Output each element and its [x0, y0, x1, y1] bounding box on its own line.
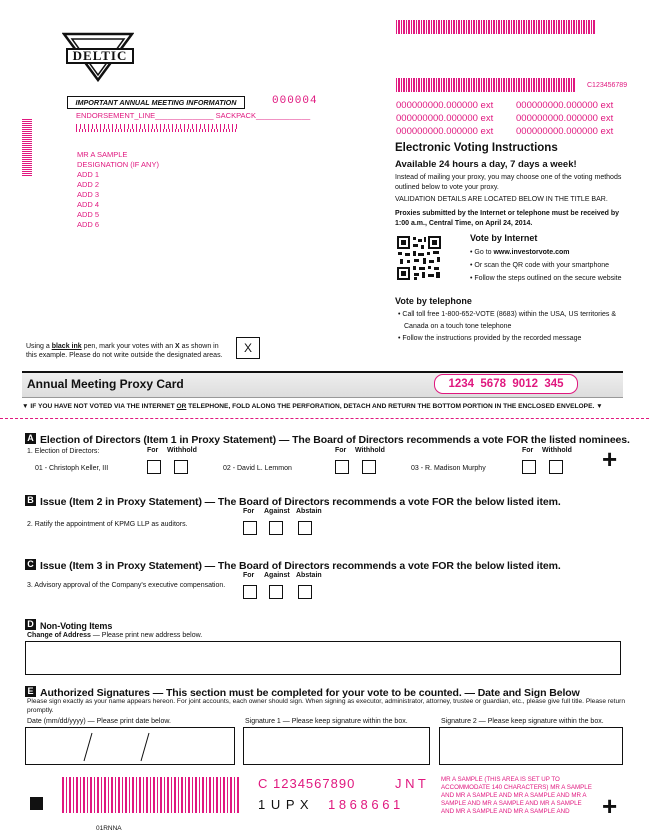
proxy-title: Annual Meeting Proxy Card: [27, 377, 184, 391]
nominee-1-withhold-checkbox[interactable]: [174, 460, 188, 474]
section-letter: A: [25, 433, 36, 444]
pen-text: pen, mark your votes with an: [81, 343, 176, 350]
section-a-title: Election of Directors (Item 1 in Proxy Statement) — The Board of Directors recommends a vote FOR the listed nominees.: [40, 434, 630, 446]
phone-step: • Call toll free 1-800-652-VOTE (8683) within the USA, US territories & Canada on a touch tone telephone: [398, 311, 616, 330]
pen-instructions: [26, 342, 231, 360]
address-line: ADD 5: [77, 210, 100, 219]
item-2-for-checkbox[interactable]: [243, 521, 257, 535]
fold-text: TELEPHONE, FOLD ALONG THE PERFORATION, DETACH AND RETURN THE BOTTOM PORTION IN THE ENCLOSED ENVELOPE.: [186, 403, 595, 410]
address-line: ADD 4: [77, 200, 100, 209]
section-c-title: Issue (Item 3 in Proxy Statement) — The Board of Directors recommends a vote FOR the below listed item.: [40, 560, 561, 572]
side-barcode: [22, 118, 32, 176]
section-letter: D: [25, 619, 36, 630]
signature-1-field[interactable]: [243, 727, 430, 765]
address-line: ADD 1: [77, 170, 100, 179]
voting-intro: Instead of mailing your proxy, you may choose one of the voting methods outlined below to vote your proxy.: [395, 174, 622, 191]
ext-line: 000000000.000000 ext: [516, 100, 614, 111]
form-code: 01RNNA: [96, 825, 122, 832]
col-for: For: [147, 447, 159, 454]
internet-url-link[interactable]: www.investorvote.com: [493, 249, 570, 256]
footer-code-1: C 1234567890: [258, 776, 356, 791]
col-for: For: [335, 447, 347, 454]
footer-barcode: [62, 777, 240, 813]
item-3-text: 3. Advisory approval of the Company's executive compensation.: [27, 582, 226, 589]
footer-square: [30, 797, 43, 810]
logo-text: DELTIC: [66, 48, 134, 64]
section-b-title: Issue (Item 2 in Proxy Statement) — The Board of Directors recommends a vote FOR the below listed item.: [40, 496, 561, 508]
ext-line: 000000000.000000 ext: [396, 113, 494, 124]
section-a-header: [25, 430, 630, 448]
phone-steps: [398, 309, 624, 345]
internet-step-text: Follow the steps outlined on the secure website: [474, 275, 622, 282]
plus-mark-icon: +: [602, 791, 618, 821]
col-withhold: Withhold: [355, 447, 385, 454]
item-3-for-checkbox[interactable]: [243, 585, 257, 599]
top-barcode: [396, 20, 596, 34]
col-against: Against: [264, 508, 290, 515]
address-line: MR A SAMPLE: [77, 150, 128, 159]
internet-step: • Or scan the QR code with your smartphone: [470, 262, 610, 269]
col-for: For: [243, 508, 255, 515]
qr-code[interactable]: [396, 235, 442, 281]
nominee-3-withhold-checkbox[interactable]: [549, 460, 563, 474]
item-3-against-checkbox[interactable]: [269, 585, 283, 599]
item-2-abstain-checkbox[interactable]: [298, 521, 312, 535]
ext-line: 000000000.000000 ext: [516, 113, 614, 124]
section-b-header: [25, 492, 561, 510]
item-3-abstain-checkbox[interactable]: [298, 585, 312, 599]
second-barcode: [396, 78, 576, 92]
col-abstain: Abstain: [296, 572, 322, 579]
validation-note: VALIDATION DETAILS ARE LOCATED BELOW IN THE TITLE BAR.: [395, 196, 608, 203]
example-mark-box: X: [236, 337, 260, 359]
internet-steps: [470, 246, 622, 285]
down-arrow-icon: ▼: [22, 403, 29, 410]
fold-or: OR: [176, 403, 187, 410]
nominee-1: 01 - Christoph Keller, III: [35, 465, 109, 472]
col-against: Against: [264, 572, 290, 579]
internet-title: Vote by Internet: [470, 233, 538, 243]
plus-mark-icon: +: [602, 444, 618, 474]
col-withhold: Withhold: [167, 447, 197, 454]
section-letter: B: [25, 495, 36, 506]
nominee-2-for-checkbox[interactable]: [335, 460, 349, 474]
change-address-bold: Change of Address: [27, 632, 91, 639]
pen-x: X: [175, 343, 180, 350]
ext-line: 000000000.000000 ext: [516, 126, 614, 137]
section-letter: E: [25, 686, 36, 697]
nominee-1-for-checkbox[interactable]: [147, 460, 161, 474]
address-line: ADD 2: [77, 180, 100, 189]
date-label: Date (mm/dd/yyyy) — Please print date below.: [27, 718, 171, 725]
col-for: For: [522, 447, 534, 454]
fold-text: IF YOU HAVE NOT VOTED VIA THE INTERNET: [30, 403, 177, 410]
date-field[interactable]: [25, 727, 235, 765]
change-address-text: — Please print new address below.: [90, 632, 203, 639]
meeting-info-box: IMPORTANT ANNUAL MEETING INFORMATION: [67, 96, 245, 109]
signature-2-label: Signature 2 — Please keep signature within the box.: [441, 718, 604, 725]
section-letter: C: [25, 559, 36, 570]
signature-1-label: Signature 1 — Please keep signature within the box.: [245, 718, 408, 725]
date-slashes: [26, 728, 233, 763]
address-block: [77, 150, 159, 230]
footer-code-3: 1 8 6 8 6 6 1: [328, 797, 401, 812]
col-abstain: Abstain: [296, 508, 322, 515]
col-withhold: Withhold: [542, 447, 572, 454]
section-d-title: Non-Voting Items: [40, 621, 113, 631]
qr-code-icon: [396, 235, 442, 281]
phone-step-text: Follow the instructions provided by the recorded message: [402, 335, 582, 342]
perforation-line: [0, 418, 649, 419]
signature-instructions: Please sign exactly as your name appears hereon. For joint accounts, each owner should sign. When signing as executor, administrator, attorney, trustee or guardian, etc., please give full title. Please return promptly.: [27, 698, 626, 714]
phone-step: • Follow the instructions provided by the recorded message: [398, 335, 582, 342]
nominee-2: 02 - David L. Lemmon: [223, 465, 292, 472]
deadline-note: Proxies submitted by the Internet or telephone must be received by 1:00 a.m., Central Time, on April 24, 2014.: [395, 210, 620, 227]
phone-step-text: Call toll free 1-800-652-VOTE (8683) within the USA, US territories & Canada on a touch tone telephone: [402, 311, 616, 330]
ext-lines-left: [396, 99, 493, 138]
code-id: C123456789: [587, 82, 628, 89]
control-number: 1234 5678 9012 345: [434, 374, 578, 394]
change-address-label: [27, 632, 202, 639]
pen-bold: black ink: [51, 343, 82, 350]
section-e-title: Authorized Signatures — This section must be completed for your vote to be counted. — Date and Sign Below: [40, 687, 580, 699]
address-line: ADD 6: [77, 220, 100, 229]
nominee-3: 03 - R. Madison Murphy: [411, 465, 486, 472]
postal-barcode-lower: [76, 129, 238, 132]
address-line: DESIGNATION (IF ANY): [77, 160, 159, 169]
signature-2-field[interactable]: [439, 727, 623, 765]
phone-title: Vote by telephone: [395, 296, 472, 306]
nominee-2-withhold-checkbox[interactable]: [362, 460, 376, 474]
footer-sample-text: MR A SAMPLE (THIS AREA IS SET UP TO ACCOMMODATE 140 CHARACTERS) MR A SAMPLE AND MR A SAMPLE AND MR A SAMPLE AND MR A SAMPLE AND MR A SAMPLE AND MR A SAMPLE AND MR A SAMPLE AND MR A SAMPLE AND: [441, 776, 592, 815]
internet-step-text: Or scan the QR code with your smartphone: [474, 262, 610, 269]
fold-instructions: [22, 403, 628, 410]
internet-step: • Follow the steps outlined on the secure website: [470, 275, 622, 282]
pen-text: as shown in this example. Please do not write outside the designated areas.: [26, 343, 223, 359]
voting-title: Electronic Voting Instructions: [395, 142, 558, 154]
footer-code-2: 1 U P X: [258, 797, 310, 812]
item-2-against-checkbox[interactable]: [269, 521, 283, 535]
footer-code-jnt: J N T: [395, 776, 426, 791]
company-logo: [62, 30, 134, 82]
address-line: ADD 3: [77, 190, 100, 199]
internet-step: • Go to www.investorvote.com: [470, 249, 570, 256]
endorsement-line: ENDORSEMENT_LINE______________ SACKPACK_____________: [76, 111, 311, 120]
election-item: 1. Election of Directors:: [27, 448, 100, 455]
pen-text: Using a: [26, 343, 52, 350]
change-address-field[interactable]: [25, 641, 621, 675]
ext-line: 000000000.000000 ext: [396, 126, 494, 137]
item-2-text: 2. Ratify the appointment of KPMG LLP as auditors.: [27, 521, 188, 528]
nominee-3-for-checkbox[interactable]: [522, 460, 536, 474]
ext-lines-right: [516, 99, 613, 138]
voting-subtitle: Available 24 hours a day, 7 days a week!: [395, 159, 577, 170]
section-c-header: [25, 556, 561, 574]
down-arrow-icon: ▼: [596, 403, 603, 410]
ext-line: 000000000.000000 ext: [396, 100, 494, 111]
internet-go: Go to: [474, 249, 494, 256]
sequence-number: 000004: [272, 95, 318, 107]
col-for: For: [243, 572, 255, 579]
